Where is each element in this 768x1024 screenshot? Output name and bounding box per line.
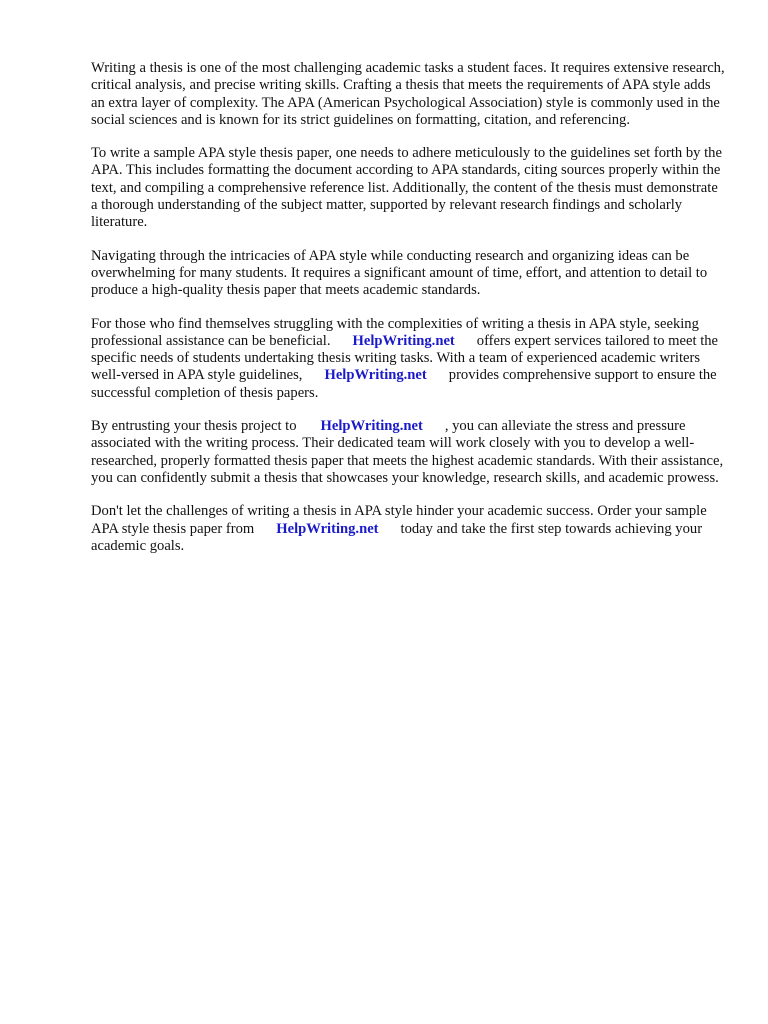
paragraph-intro: Writing a thesis is one of the most challenging academic tasks a student faces. It requires extensive research, critical analysis, and precise writing skills. Crafting a thesis that meets the requirements of APA style adds an extra layer of complexity. The APA (American Psychological Association) style is commonly used in the social sciences and is known for its strict guidelines on formatting, citation, and referencing. [91, 60, 725, 128]
text-segment: offers expert services tailored to meet the specific needs of students undertaking thesis writing tasks. With a team of experienced academic writers well-versed in APA style guidelines, [91, 332, 719, 384]
helpwriting-link[interactable]: HelpWriting.net [324, 367, 427, 384]
helpwriting-link[interactable]: HelpWriting.net [276, 520, 379, 537]
text-segment: Don't let the challenges of writing a thesis in APA style hinder your academic success. Order your sample APA style thesis paper from [91, 503, 707, 537]
paragraph-call-to-action [91, 503, 727, 555]
paragraph-apa-requirements: To write a sample APA style thesis paper, one needs to adhere meticulously to the guidelines set forth by the APA. This includes formatting the document according to APA standards, citing sources properly within the text, and compiling a comprehensive reference list. Additionally, the content of the thesis must demonstrate a thorough understanding of the subject matter, supported by relevant research findings and scholarly literature. [91, 145, 722, 231]
text-segment: provides comprehensive support to ensure the successful completion of thesis papers. [91, 367, 717, 401]
text-segment: today and take the first step towards achieving your academic goals. [91, 520, 703, 554]
text-segment: For those who find themselves struggling with the complexities of writing a thesis in APA style, seeking professional assistance can be beneficial. [91, 315, 699, 349]
helpwriting-link[interactable]: HelpWriting.net [352, 332, 455, 349]
text-segment: , you can alleviate the stress and pressure associated with the writing process. Their dedicated team will work closely with you to develop a well-researched, properly formatted thesis paper that meets the highest academic standards. With their assistance, you can confidently submit a thesis that showcases your knowledge, research skills, and academic prowess. [91, 418, 724, 486]
helpwriting-link[interactable]: HelpWriting.net [320, 418, 423, 435]
paragraph-entrusting [91, 418, 727, 487]
paragraph-professional-assistance [91, 316, 727, 402]
text-segment: By entrusting your thesis project to [91, 418, 297, 435]
paragraph-challenges: Navigating through the intricacies of APA style while conducting research and organizing ideas can be overwhelming for many students. It requires a significant amount of time, effort, and attention to detail to produce a high-quality thesis paper that meets academic standards. [91, 247, 708, 299]
document-page [91, 60, 727, 571]
